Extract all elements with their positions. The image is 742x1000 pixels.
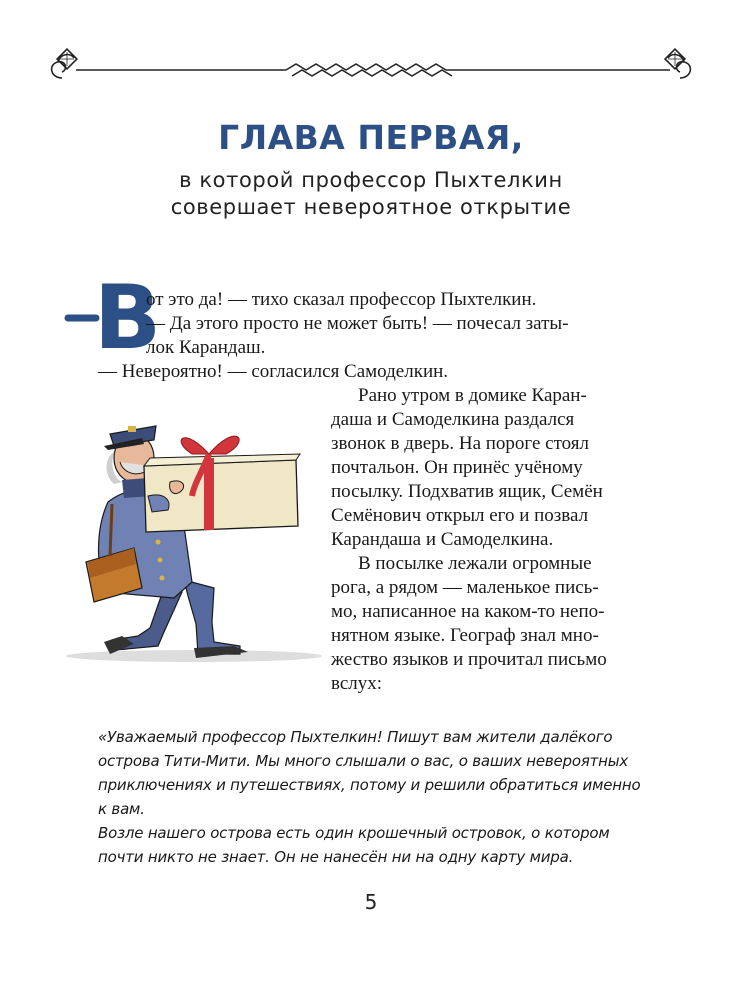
chapter-subtitle-line-2: совершает невероятное открытие [170, 195, 572, 219]
top-ornament [0, 0, 742, 110]
drop-cap-letter: В [94, 266, 162, 369]
paragraph-line-2: — Да этого просто не может быть! — почесал заты- [146, 313, 569, 334]
right-line-10: мо, написанное на каком-то непо- [331, 601, 605, 622]
right-line-2: даша и Самоделкина раздался [331, 409, 575, 430]
letter-line-6: почти никто не знает. Он не нанесён ни на одну карту мира. [98, 848, 574, 866]
chapter-title: ГЛАВА ПЕРВАЯ, [218, 118, 524, 157]
right-line-11: нятном языке. Географ знал мно- [331, 625, 599, 646]
postman-illustration [64, 392, 326, 672]
right-line-8: В посылке лежали огромные [358, 553, 592, 574]
right-line-4: почтальон. Он принёс учёному [331, 457, 583, 478]
right-line-13: вслух: [331, 673, 383, 694]
chapter-subtitle-line-1: в которой профессор Пыхтелкин [179, 168, 563, 192]
letter-line-4: к вам. [98, 800, 145, 818]
letter-line-2: острова Тити-Мити. Мы много слышали о вас, о ваших невероятных [98, 752, 629, 770]
right-line-7: Карандаша и Самоделкина. [331, 529, 554, 550]
right-line-5: посылку. Подхватив ящик, Семён [331, 481, 603, 502]
drop-cap [66, 264, 162, 369]
right-line-12: жество языков и прочитал письмо [331, 649, 607, 670]
right-line-6: Семёнович открыл его и позвал [331, 505, 589, 526]
right-line-3: звонок в дверь. На пороге стоял [331, 433, 589, 454]
right-line-1: Рано утром в домике Каран- [358, 385, 587, 406]
paragraph-line-4: — Невероятно! — согласился Самоделкин. [98, 361, 449, 382]
letter-line-3: приключениях и путешествиях, потому и решили обратиться именно [98, 776, 641, 794]
letter-line-1: «Уважаемый профессор Пыхтелкин! Пишут вам жители далёкого [98, 728, 613, 746]
paragraph-line-1: от это да! — тихо сказал профессор Пыхтелкин. [146, 289, 537, 310]
right-line-9: рога, а рядом — маленькое пись- [331, 577, 599, 598]
page-number: 5 [364, 890, 378, 914]
letter-line-5: Возле нашего острова есть один крошечный островок, о котором [98, 824, 610, 842]
paragraph-line-3: лок Карандаш. [146, 337, 266, 358]
